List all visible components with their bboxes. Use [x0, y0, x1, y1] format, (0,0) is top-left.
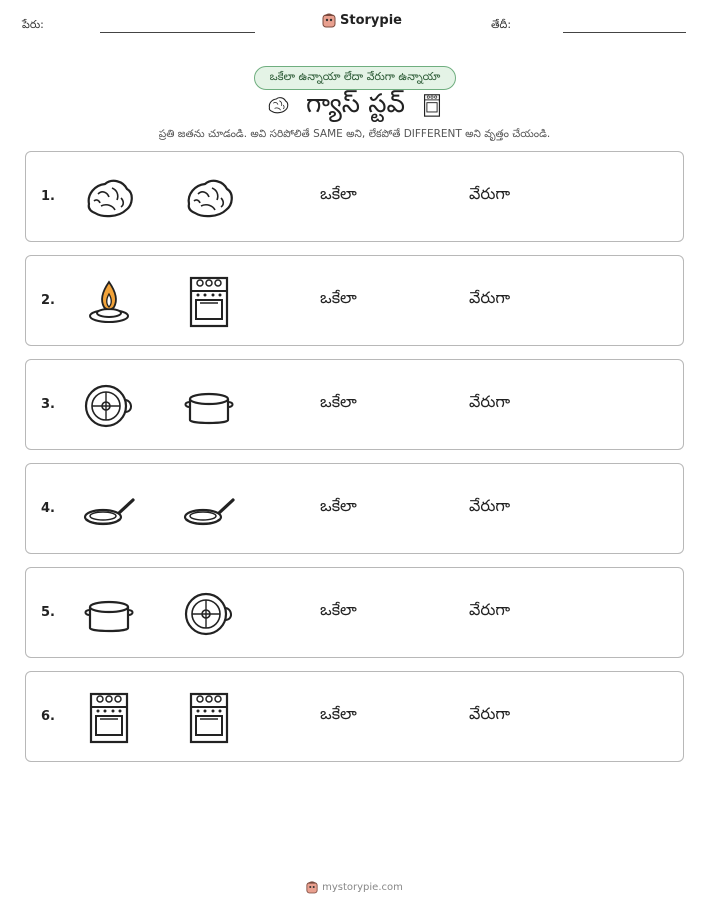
same-option[interactable]: ఒకేలా	[320, 600, 357, 619]
footer	[0, 880, 709, 894]
same-option[interactable]: ఒకేలా	[320, 496, 357, 515]
name-label: పేరు:	[22, 18, 44, 31]
mascot-icon	[322, 12, 336, 28]
page-title: గ్యాస్ స్టవ్	[305, 89, 406, 119]
pot-icon	[181, 378, 237, 434]
different-option[interactable]: వేరుగా	[469, 184, 511, 203]
knob-icon	[181, 586, 237, 642]
stove-icon	[419, 90, 445, 124]
question-card	[25, 567, 684, 658]
question-number: 2.	[41, 293, 55, 308]
question-number: 3.	[41, 397, 55, 412]
different-option[interactable]: వేరుగా	[469, 288, 511, 307]
footer-url[interactable]: mystorypie.com	[322, 881, 403, 893]
same-option[interactable]: ఒకేలా	[320, 288, 357, 307]
stove-icon	[181, 690, 237, 746]
question-number: 4.	[41, 501, 55, 516]
pan-icon	[181, 482, 237, 538]
question-number: 6.	[41, 709, 55, 724]
same-option[interactable]: ఒకేలా	[320, 392, 357, 411]
question-number: 1.	[41, 189, 55, 204]
knob-icon	[81, 378, 137, 434]
rock-icon	[181, 170, 237, 226]
title-row	[0, 90, 709, 124]
same-option[interactable]: ఒకేలా	[320, 184, 357, 203]
different-option[interactable]: వేరుగా	[469, 704, 511, 723]
question-number: 5.	[41, 605, 55, 620]
pot-icon	[81, 586, 137, 642]
topic-pill: ఒకేలా ఉన్నాయా లేదా వేరుగా ఉన్నాయా	[254, 66, 456, 90]
same-option[interactable]: ఒకేలా	[320, 704, 357, 723]
question-card	[25, 463, 684, 554]
stove-icon	[81, 690, 137, 746]
pan-icon	[81, 482, 137, 538]
date-label: తేదీ:	[491, 18, 512, 31]
brand-name: Storypie	[340, 12, 402, 28]
question-card	[25, 255, 684, 346]
instructions: ప్రతి జతను చూడండి. అవి సరిపోలితే SAME అని, లేకపోతే DIFFERENT అని వృత్తం చేయండి.	[158, 128, 551, 140]
different-option[interactable]: వేరుగా	[469, 392, 511, 411]
burner-icon	[81, 274, 137, 330]
question-card	[25, 671, 684, 762]
rock-icon	[264, 93, 292, 121]
stove-icon	[181, 274, 237, 330]
question-card	[25, 359, 684, 450]
mascot-icon	[306, 880, 318, 894]
rock-icon	[81, 170, 137, 226]
different-option[interactable]: వేరుగా	[469, 600, 511, 619]
brand-logo	[322, 12, 402, 28]
name-line[interactable]	[100, 32, 255, 33]
date-line[interactable]	[563, 32, 686, 33]
question-card	[25, 151, 684, 242]
different-option[interactable]: వేరుగా	[469, 496, 511, 515]
